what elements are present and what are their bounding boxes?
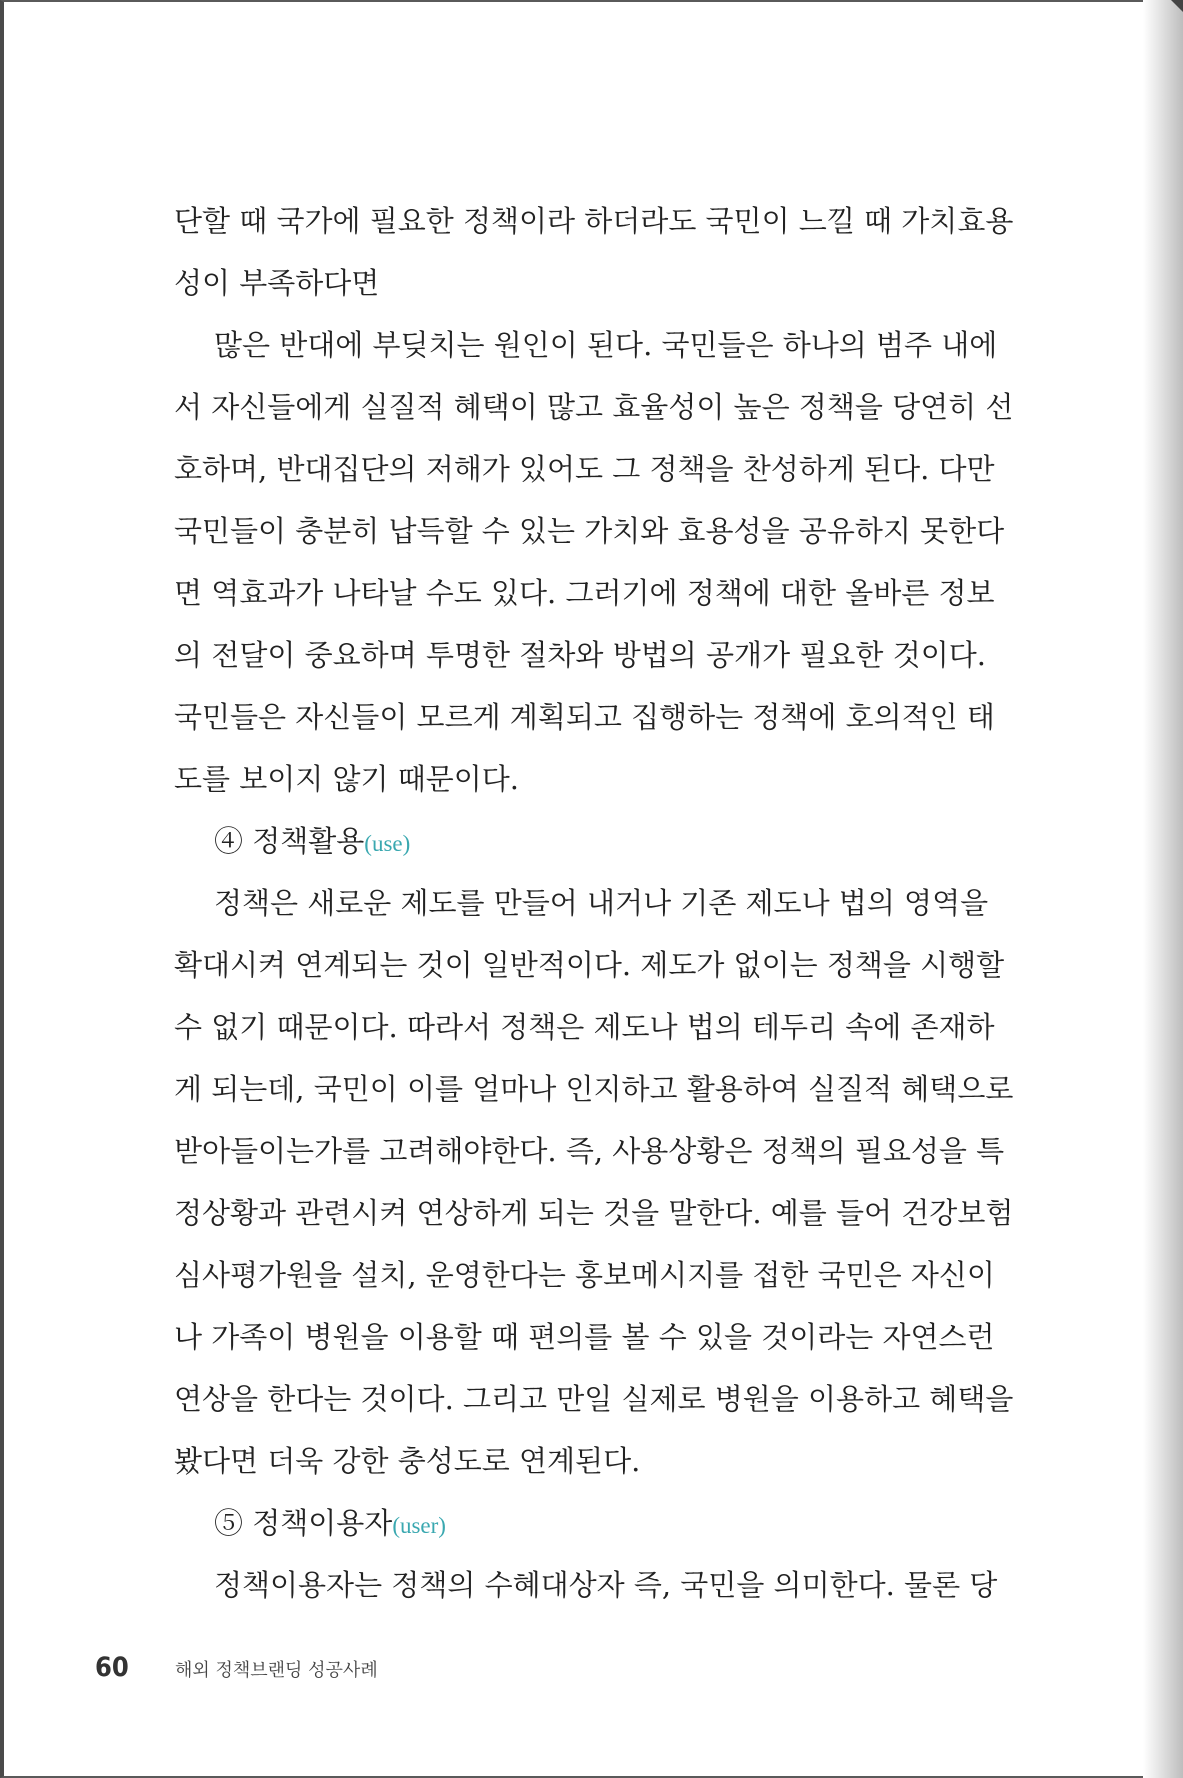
text-line: 심사평가원을 설치, 운영한다는 홍보메시지를 접한 국민은 자신이 xyxy=(174,1258,995,1292)
heading-english-term: (user) xyxy=(392,1513,446,1538)
text-line: 정책은 새로운 제도를 만들어 내거나 기존 제도나 법의 영역을 xyxy=(214,886,989,920)
heading-title: 정책활용 xyxy=(252,824,365,858)
text-line: 정상황과 관련시켜 연상하게 되는 것을 말한다. 예를 들어 건강보험 xyxy=(174,1196,1014,1230)
page-footer xyxy=(95,1652,378,1688)
text-line: 확대시켜 연계되는 것이 일반적이다. 제도가 없이는 정책을 시행할 xyxy=(174,948,1005,982)
text-line: 의 전달이 중요하며 투명한 절차와 방법의 공개가 필요한 것이다. xyxy=(174,638,986,672)
running-title: 해외 정책브랜딩 성공사례 xyxy=(175,1660,378,1681)
text-line: 봤다면 더욱 강한 충성도로 연계된다. xyxy=(174,1444,641,1478)
heading-title: 정책이용자 xyxy=(252,1506,393,1540)
page-corner xyxy=(1171,0,1183,12)
text-line: 정책이용자는 정책의 수혜대상자 즉, 국민을 의미한다. 물론 당 xyxy=(214,1568,998,1602)
body-text xyxy=(174,190,1014,1616)
section-heading-use xyxy=(174,810,986,872)
text-line: 국민들은 자신들이 모르게 계획되고 집행하는 정책에 호의적인 태 xyxy=(174,700,995,734)
text-line: 많은 반대에 부딪치는 원인이 된다. 국민들은 하나의 범주 내에 xyxy=(214,328,998,362)
heading-number: ⑤ xyxy=(214,1506,244,1540)
text-line: 수 없기 때문이다. 따라서 정책은 제도나 법의 테두리 속에 존재하 xyxy=(174,1010,995,1044)
heading-english-term: (use) xyxy=(364,831,411,856)
text-line: 호하며, 반대집단의 저해가 있어도 그 정책을 찬성하게 된다. 다만 xyxy=(174,452,995,486)
text-line: 연상을 한다는 것이다. 그리고 만일 실제로 병원을 이용하고 혜택을 xyxy=(174,1382,1014,1416)
text-line: 나 가족이 병원을 이용할 때 편의를 볼 수 있을 것이라는 자연스런 xyxy=(174,1320,995,1354)
text-line: 국민들이 충분히 납득할 수 있는 가치와 효용성을 공유하지 못한다 xyxy=(174,514,1005,548)
text-line: 게 되는데, 국민이 이를 얼마나 인지하고 활용하여 실질적 혜택으로 xyxy=(174,1072,1014,1106)
text-line: 단할 때 국가에 필요한 정책이라 하더라도 국민이 느낄 때 가치효용 xyxy=(174,204,1014,238)
heading-number: ④ xyxy=(214,824,244,858)
text-line: 받아들이는가를 고려해야한다. 즉, 사용상황은 정책의 필요성을 특 xyxy=(174,1134,1005,1168)
text-line: 도를 보이지 않기 때문이다. xyxy=(174,762,520,796)
text-line: 서 자신들에게 실질적 혜택이 많고 효율성이 높은 정책을 당연히 선 xyxy=(174,390,1014,424)
text-line: 면 역효과가 나타날 수도 있다. 그러기에 정책에 대한 올바른 정보 xyxy=(174,576,995,610)
page-edge-shadow xyxy=(1143,0,1183,1778)
section-heading-user xyxy=(174,1492,986,1554)
page-number: 60 xyxy=(95,1652,129,1683)
text-line: 성이 부족하다면 xyxy=(174,266,380,300)
